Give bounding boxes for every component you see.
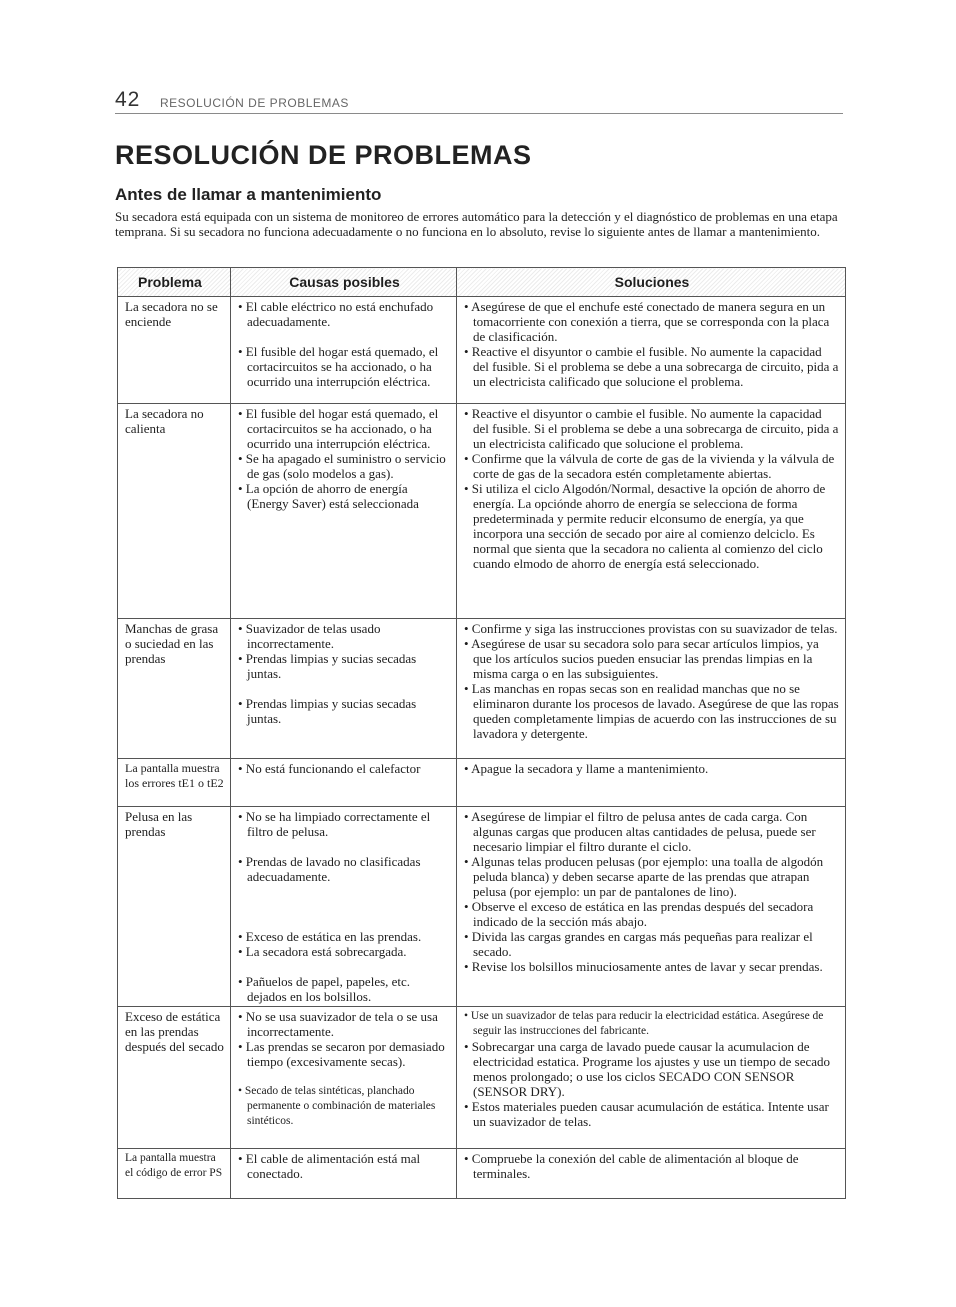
solution-item: • Use un suavizador de telas para reducir la electricidad estática. Asegúrese de seguir las instrucciones del fabricante. (464, 1010, 824, 1037)
table-row (118, 404, 846, 619)
table-row (118, 297, 846, 404)
section-subtitle: Antes de llamar a mantenimiento (115, 185, 382, 204)
causes-cell (231, 807, 457, 1007)
solution-item: • Asegúrese de que el enchufe esté conectado de manera segura en un tomacorriente con conexión a tierra, que se corresponda con la placa de clasificación. (464, 299, 830, 344)
problem-cell: Manchas de grasa o suciedad en las prendas (118, 619, 231, 759)
table-row (118, 759, 846, 807)
solution-item: • Sobrecargar una carga de lavado puede causar la acumulacion de electricidad estatica. Programe los ajustes y use un tiempo de secado menos prolongado; o use los ciclos SECADO CON SENSOR (SENSOR DRY). (464, 1039, 831, 1099)
table-header-row (118, 268, 846, 297)
solutions-cell (457, 619, 846, 759)
solutions-cell (457, 1007, 846, 1149)
solution-item: • Confirme que la válvula de corte de gas de la vivienda y la válvula de corte de gas de la secadora estén completamente abiertas. (464, 451, 835, 481)
solution-item: • Divida las cargas grandes en cargas más pequeñas para realizar el secado. (464, 929, 813, 959)
cause-item: • El cable de alimentación está mal conectado. (238, 1151, 421, 1181)
cause-item: • Pañuelos de papel, papeles, etc. dejados en los bolsillos. (238, 974, 411, 1004)
problem-cell: Exceso de estática en las prendas después del secado (118, 1007, 231, 1149)
causes-cell (231, 759, 457, 807)
solution-item: • Confirme y siga las instrucciones provistas con su suavizador de telas. (464, 621, 838, 636)
solution-item: • Las manchas en ropas secas son en realidad manchas que no se eliminaron durante los procesos de lavado. Asegúrese de que las ropas queden completamente limpias de acuerdo con las instrucciones de su lavadora y detergente. (464, 681, 839, 741)
problem-cell: La pantalla muestra el código de error PS (118, 1149, 231, 1199)
table-row (118, 807, 846, 1007)
causes-cell (231, 297, 457, 404)
table-row (118, 1149, 846, 1199)
cause-item: • Prendas limpias y sucias secadas juntas. (238, 651, 417, 681)
solutions-cell (457, 759, 846, 807)
solution-item: • Revise los bolsillos minuciosamente antes de lavar y secar prendas. (464, 959, 823, 974)
solutions-cell (457, 297, 846, 404)
cause-item: • Exceso de estática en las prendas. (238, 929, 422, 944)
solution-item: • Reactive el disyuntor o cambie el fusible. No aumente la capacidad del fusible. Si el problema se debe a una sobrecarga de circuito, pida a un electricista calificado que solucione el problema. (464, 406, 839, 451)
causes-cell (231, 404, 457, 619)
cause-item: • Las prendas se secaron por demasiado tiempo (excesivamente secas). (238, 1039, 445, 1069)
cause-item: • El cable eléctrico no está enchufado adecuadamente. (238, 299, 434, 329)
problem-cell: La secadora no se enciende (118, 297, 231, 404)
cause-item: • El fusible del hogar está quemado, el cortacircuitos se ha accionado, o ha ocurrido una interrupción eléctrica. (238, 406, 439, 451)
causes-cell (231, 1007, 457, 1149)
cause-item: • No se ha limpiado correctamente el filtro de pelusa. (238, 809, 431, 839)
causes-cell (231, 1149, 457, 1199)
cause-item: • Prendas de lavado no clasificadas adecuadamente. (238, 854, 421, 884)
cause-item: • No se usa suavizador de tela o se usa incorrectamente. (238, 1009, 438, 1039)
problem-cell: La pantalla muestra los errores tE1 o tE2 (118, 759, 231, 807)
cause-item: • Se ha apagado el suministro o servicio de gas (solo modelos a gas). (238, 451, 446, 481)
causes-cell (231, 619, 457, 759)
cause-item: • Suavizador de telas usado incorrectamente. (238, 621, 381, 651)
cause-item: • La opción de ahorro de energía (Energy Saver) está seleccionada (238, 481, 419, 511)
solutions-cell (457, 807, 846, 1007)
solutions-cell (457, 404, 846, 619)
cause-item: • La secadora está sobrecargada. (238, 944, 407, 959)
solution-item: • Algunas telas producen pelusas (por ejemplo: una toalla de algodón peluda blanca) y deben secarse aparte de las prendas que atrapan pelusa (por ejemplo: un par de pantalones de lino). (464, 854, 824, 899)
table-row (118, 1007, 846, 1149)
header-solutions: Soluciones (457, 268, 846, 297)
solution-item: • Asegúrese de limpiar el filtro de pelusa antes de cada carga. Con algunas cargas que producen altas cantidades de pelusa, puede ser necesario limpiar el filtro durante el ciclo. (464, 809, 816, 854)
solution-item: • Si utiliza el ciclo Algodón/Normal, desactive la opción de ahorro de energía. La opciónde ahorro de energía se selecciona de forma predeterminada y permite reducir elconsumo de energía, ya que incorpora una sección de secado por aire al comienzo delciclo. Es normal que sienta que la secadora no calienta al comienzo del ciclo cuando elmodo de ahorro de energía está seleccionado. (464, 481, 826, 571)
page-header (115, 88, 843, 114)
solution-item: • Observe el exceso de estática en las prendas después del secadora indicado de la sección más abajo. (464, 899, 814, 929)
header-causes: Causas posibles (231, 268, 457, 297)
intro-paragraph: Su secadora está equipada con un sistema de monitoreo de errores automático para la detección y el diagnóstico de problemas en una etapa temprana. Si su secadora no funciona adecuadamente o no funciona en lo absoluto, revise lo siguiente antes de llamar a mantenimiento. (115, 209, 838, 239)
troubleshooting-table (117, 267, 846, 1199)
header-problem: Problema (118, 268, 231, 297)
solution-item: • Apague la secadora y llame a mantenimiento. (464, 761, 709, 776)
table-row (118, 619, 846, 759)
solution-item: • Compruebe la conexión del cable de alimentación al bloque de terminales. (464, 1151, 799, 1181)
cause-item: • Secado de telas sintéticas, planchado permanente o combinación de materiales sintéticos. (238, 1085, 436, 1127)
header-section-label: RESOLUCIÓN DE PROBLEMAS (160, 96, 349, 110)
solutions-cell (457, 1149, 846, 1199)
cause-item: • El fusible del hogar está quemado, el cortacircuitos se ha accionado, o ha ocurrido una interrupción eléctrica. (238, 344, 439, 389)
solution-item: • Estos materiales pueden causar acumulación de estática. Intente usar un suavizador de telas. (464, 1099, 829, 1129)
problem-cell: La secadora no calienta (118, 404, 231, 619)
solution-item: • Asegúrese de usar su secadora solo para secar artículos limpios, ya que los artículos sucios pueden ensuciar las prendas limpias en la misma carga o en las subsiguientes. (464, 636, 819, 681)
page-title: RESOLUCIÓN DE PROBLEMAS (115, 140, 532, 170)
problem-cell: Pelusa en las prendas (118, 807, 231, 1007)
cause-item: • Prendas limpias y sucias secadas juntas. (238, 696, 417, 726)
cause-item: • No está funcionando el calefactor (238, 761, 421, 776)
solution-item: • Reactive el disyuntor o cambie el fusible. No aumente la capacidad del fusible. Si el problema se debe a una sobrecarga de circuito, pida a un electricista calificado que solucione el problema. (464, 344, 839, 389)
page-number: 42 (115, 88, 141, 111)
